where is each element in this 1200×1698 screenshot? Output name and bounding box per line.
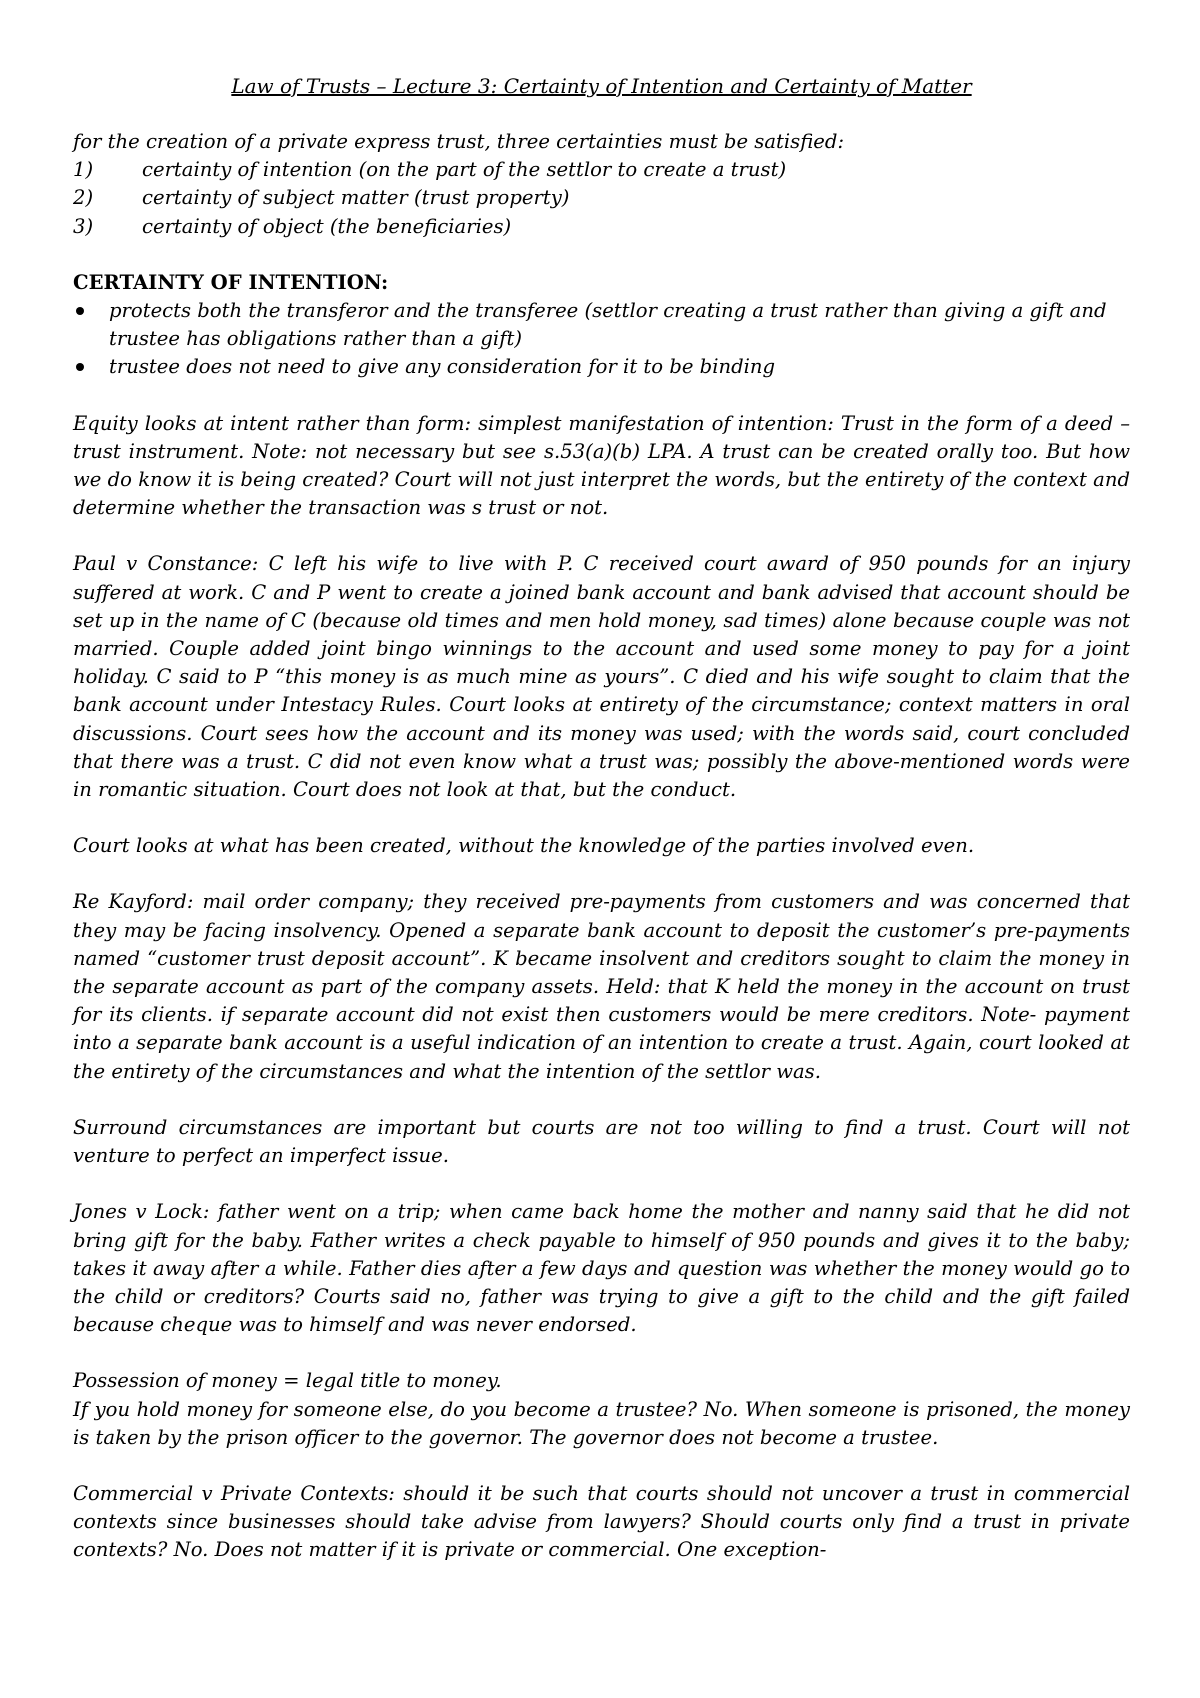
paragraph-hold-money: If you hold money for someone else, do you become a trustee? No. When someone is prisoned, the money is taken by the prison officer to the governor. The governor does not become a trustee.: [73, 1397, 1130, 1449]
paragraph-paul-v-constance: Paul v Constance: C left his wife to live with P. C received court award of 950 pounds for an injury suffered at work. C and P went to create a joined bank account and bank advised that account should be set up in the name of C (because old times and men hold money, sad times) alone because couple was not married. Couple added joint bingo winnings to the account and used some money to pay for a joint holiday. C said to P “this money is as much mine as yours”. C died and his wife sought to claim that the bank account under Intestacy Rules. Court looks at entirety of the circumstance; context matters in oral discussions. Court sees how the account and its money was used; with the words said, court concluded that there was a trust. C did not even know what a trust was; possibly the above-mentioned words were in romantic situation. Court does not look at that, but the conduct.: [73, 552, 1130, 802]
list-item: [73, 184, 1130, 212]
list-item: [73, 156, 1130, 184]
list-item-text: certainty of subject matter (trust property): [142, 186, 570, 210]
intention-bullet-list: [73, 297, 1130, 382]
certainties-list: [73, 156, 1130, 241]
bullet-text: trustee does not need to give any consideration for it to be binding: [109, 355, 776, 379]
paragraph-jones-v-lock: Jones v Lock: father went on a trip; when came back home the mother and nanny said that he did not bring gift for the baby. Father writes a check payable to himself of 950 pounds and gives it to the baby; takes it away after a while. Father dies after a few days and question was whether the money would go to the child or creditors? Courts said no, father was trying to give a gift to the child and the gift failed because cheque was to himself and was never endorsed.: [73, 1200, 1130, 1337]
paragraph-equity: Equity looks at intent rather than form: simplest manifestation of intention: Trust in the form of a deed – trust instrument. Note: not necessary but see s.53(a)(b) LPA. A trust can be created orally too. But how we do know it is being created? Court will not just interpret the words, but the entirety of the context and determine whether the transaction was s trust or not.: [73, 411, 1130, 520]
paragraph-court-looks: Court looks at what has been created, without the knowledge of the parties involved even.: [73, 834, 975, 858]
paragraph-possession: Possession of money = legal title to money.: [73, 1369, 502, 1393]
bullet-text: protects both the transferor and the transferee (settlor creating a trust rather than giving a gift and trustee has obligations rather than a gift): [109, 299, 1107, 351]
paragraph-commercial-v-private: Commercial v Private Contexts: should it be such that courts should not uncover a trust in commercial contexts since businesses should take advise from lawyers? Should courts only find a trust in private contexts? No. Does not matter if it is private or commercial. One exception-: [73, 1481, 1130, 1562]
list-item: [73, 213, 1130, 241]
bullet-icon: [73, 297, 109, 353]
bullet-item: [73, 297, 1130, 353]
paragraph-surround-circumstances: Surround circumstances are important but courts are not too willing to find a trust. Court will not venture to perfect an imperfect issue.: [73, 1115, 1130, 1168]
section-heading-intention: CERTAINTY OF INTENTION:: [73, 270, 389, 294]
list-number: 1): [73, 158, 94, 182]
list-item-text: certainty of intention (on the part of the settlor to create a trust): [142, 158, 787, 182]
bullet-icon: [73, 353, 109, 381]
list-number: 3): [73, 214, 94, 238]
page-title: Law of Trusts – Lecture 3: Certainty of Intention and Certainty of Matter: [231, 74, 972, 98]
list-item-text: certainty of object (the beneficiaries): [142, 214, 512, 238]
bullet-item: [73, 353, 1130, 381]
intro-paragraph: for the creation of a private express trust, three certainties must be satisfied:: [73, 130, 845, 153]
paragraph-re-kayford: Re Kayford: mail order company; they received pre-payments from customers and was concerned that they may be facing insolvency. Opened a separate bank account to deposit the customer’s pre-payments named “customer trust deposit account”. K became insolvent and creditors sought to claim the money in the separate account as part of the company assets. Held: that K held the money in the account on trust for its clients. if separate account did not exist then customers would be mere creditors. Note- payment into a separate bank account is a useful indication of an intention to create a trust. Again, court looked at the entirety of the circumstances and what the intention of the settlor was.: [73, 890, 1130, 1083]
list-number: 2): [73, 186, 94, 210]
